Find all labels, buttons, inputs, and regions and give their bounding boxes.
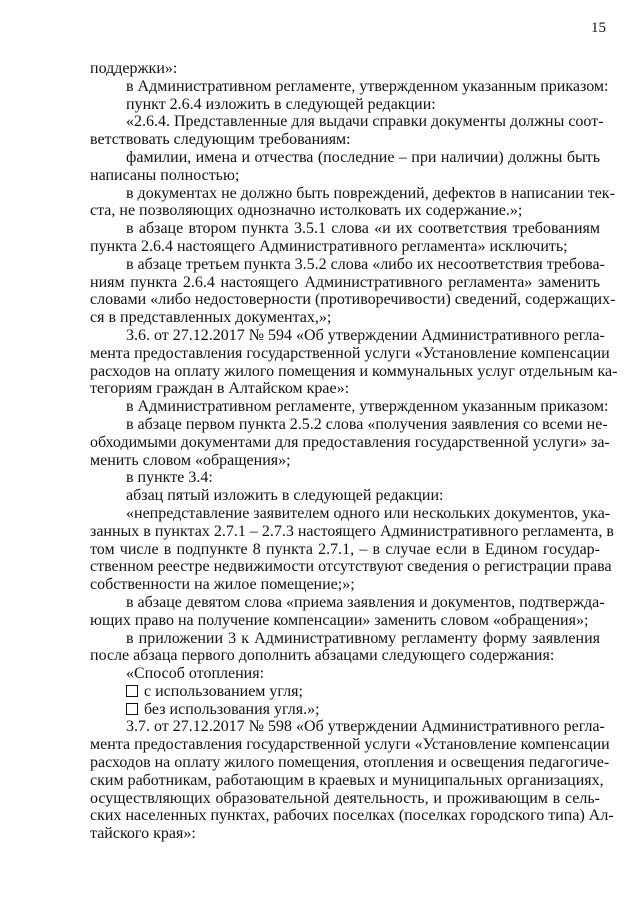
line-text: мента предоставления государственной услуги «Установление компенсации xyxy=(90,736,610,754)
text-line xyxy=(90,433,610,452)
line-text: менить словом «обращения»; xyxy=(90,451,291,469)
text-line xyxy=(90,380,600,398)
text-line xyxy=(90,167,600,185)
line-text: после абзаца первого дополнить абзацами следующего содержания: xyxy=(90,647,555,665)
text-line xyxy=(90,220,600,238)
text-line xyxy=(90,362,618,381)
empty-checkbox-icon xyxy=(126,703,138,715)
text-line xyxy=(90,238,600,256)
line-text: поддержки»: xyxy=(90,60,178,77)
line-text: 3.7. от 27.12.2017 № 598 «Об утверждении Административного регла- xyxy=(126,718,605,736)
text-line xyxy=(90,790,600,808)
line-text: том числе в подпункте 8 пункта 2.7.1, – в случае если в Едином государ- xyxy=(90,540,600,558)
text-line xyxy=(90,344,610,363)
text-line xyxy=(90,593,605,612)
text-line xyxy=(90,665,600,683)
empty-checkbox-icon xyxy=(126,685,138,697)
text-line xyxy=(90,398,609,416)
text-line xyxy=(90,415,608,434)
line-text: ниям пункта 2.6.4 настоящего Административного регламента» заменить xyxy=(90,273,600,291)
line-text: собственности на жилое помещение;»; xyxy=(90,576,355,594)
line-text: в абзаце третьем пункта 3.5.2 слова «либо их несоответствия требова- xyxy=(126,255,605,273)
line-text: в абзаце девятом слова «приема заявления и документов, подтвержда- xyxy=(126,593,605,611)
text-line xyxy=(90,149,600,167)
text-line xyxy=(90,326,605,345)
line-text: 3.6. от 27.12.2017 № 594 «Об утверждении Административного регла- xyxy=(126,326,605,344)
text-line xyxy=(90,647,600,665)
line-text: расходов на оплату жилого помещения и коммунальных услуг отдельным ка- xyxy=(90,362,618,380)
text-line xyxy=(90,718,605,736)
line-text: ским работникам, работающим в краевых и муниципальных организациях, xyxy=(90,771,604,789)
line-text: словами «либо недостоверности (противоречивости) сведений, содержащих- xyxy=(90,291,616,309)
line-text: ющих право на получение компенсации» заменить словом «обращения»; xyxy=(90,611,589,629)
text-line xyxy=(90,807,614,825)
line-text: написаны полностью; xyxy=(90,166,240,184)
line-text: ся в представленных документах,»; xyxy=(90,309,332,327)
text-line xyxy=(90,612,600,630)
text-line xyxy=(90,309,600,327)
page-number: 15 xyxy=(591,20,606,36)
text-line xyxy=(90,77,609,96)
line-text: расходов на оплату жилого помещения, отопления и освещения педагогиче- xyxy=(90,754,610,772)
text-line xyxy=(90,469,600,487)
text-line xyxy=(90,504,611,523)
text-line xyxy=(90,96,600,114)
line-text: без использования угля.»; xyxy=(144,700,320,718)
checkbox-option-line xyxy=(90,683,600,701)
text-line xyxy=(90,487,600,505)
line-text: в пункте 3.4: xyxy=(126,469,213,487)
document-body xyxy=(90,60,618,843)
text-line xyxy=(90,255,605,274)
line-text: осуществляющих образовательной деятельность, и проживающим в сель- xyxy=(90,789,600,807)
text-line xyxy=(90,291,616,309)
line-text: в документах не должно быть повреждений, дефектов в написании тек- xyxy=(126,184,615,202)
line-text: с использованием угля; xyxy=(144,682,303,700)
line-text: обходимыми документами для предоставления государственной услуги» за- xyxy=(90,433,610,451)
line-text: абзац пятый изложить в следующей редакции: xyxy=(126,487,444,505)
line-text: ста, не позволяющих однозначно истолковать их содержание.»; xyxy=(90,202,523,220)
text-line xyxy=(90,184,615,203)
line-text: в Административном регламенте, утвержденном указанным приказом: xyxy=(126,77,609,95)
text-line xyxy=(90,630,600,648)
text-line xyxy=(90,60,600,78)
line-text: тайского края»: xyxy=(90,825,196,843)
text-line xyxy=(90,202,600,220)
text-line xyxy=(90,452,600,470)
line-text: фамилии, имена и отчества (последние – при наличии) должны быть xyxy=(126,148,600,166)
text-line xyxy=(90,771,604,790)
checkbox-option-line xyxy=(90,701,600,719)
line-text: пункт 2.6.4 изложить в следующей редакции: xyxy=(126,95,436,113)
text-line xyxy=(90,558,612,576)
text-line xyxy=(90,541,600,559)
text-line xyxy=(90,576,600,594)
text-line xyxy=(90,113,604,131)
line-text: в Административном регламенте, утвержденном указанным приказом: xyxy=(126,398,609,416)
line-text: «Способ отопления: xyxy=(126,665,265,683)
text-line xyxy=(90,522,614,541)
line-text: тегориям граждан в Алтайском крае»: xyxy=(90,380,350,398)
text-line xyxy=(90,131,600,149)
text-line xyxy=(90,736,610,754)
line-text: ственном реестре недвижимости отсутствуют сведения о регистрации права xyxy=(90,558,612,576)
line-text: в приложении 3 к Административному регламенту форму заявления xyxy=(126,629,600,647)
text-line xyxy=(90,754,610,772)
line-text: занных в пунктах 2.7.1 – 2.7.3 настоящего Административного регламента, в xyxy=(90,522,614,540)
line-text: «2.6.4. Представленные для выдачи справки документы должны соот- xyxy=(126,113,604,131)
line-text: ветствовать следующим требованиям: xyxy=(90,131,351,149)
text-line xyxy=(90,274,600,292)
line-text: пункта 2.6.4 настоящего Административного регламента» исключить; xyxy=(90,237,568,255)
line-text: ских населенных пунктах, рабочих поселках (поселках городского типа) Ал- xyxy=(90,807,614,825)
line-text: мента предоставления государственной услуги «Установление компенсации xyxy=(90,344,610,362)
line-text: в абзаце первом пункта 2.5.2 слова «получения заявления со всеми не- xyxy=(126,415,608,433)
text-line xyxy=(90,825,600,843)
line-text: в абзаце втором пункта 3.5.1 слова «и их соответствия требованиям xyxy=(126,220,600,238)
line-text: «непредставление заявителем одного или нескольких документов, ука- xyxy=(126,504,611,522)
